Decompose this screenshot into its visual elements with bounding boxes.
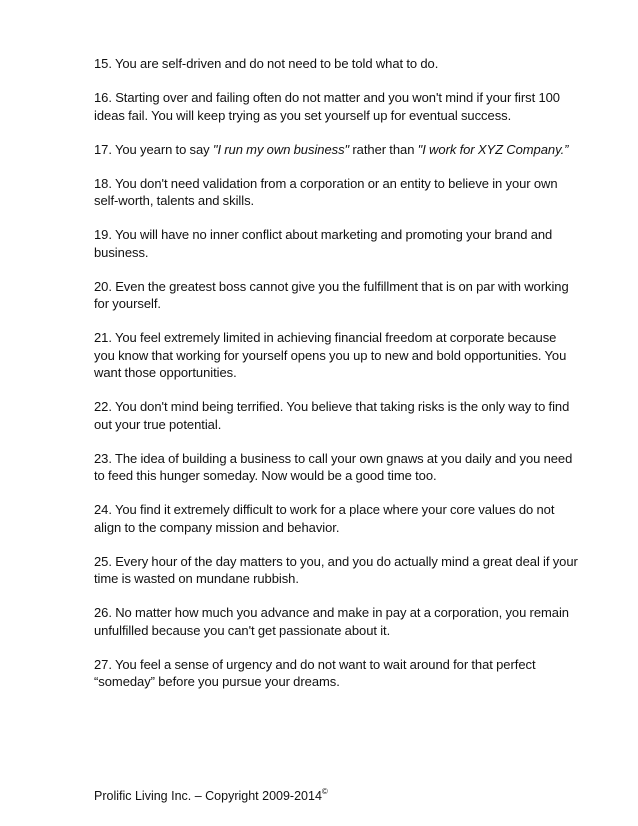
list-item — [94, 329, 580, 382]
item-text: You feel a sense of urgency and do not want to wait around for that perfect “someday” before you pursue your dreams. — [94, 656, 536, 689]
item-number: 26. — [94, 605, 112, 620]
list-item — [94, 501, 580, 536]
list-item — [94, 604, 580, 639]
item-number: 25. — [94, 553, 112, 569]
item-text: Even the greatest boss cannot give you the fulfillment that is on par with working for yourself. — [94, 278, 569, 311]
item-number: 18. — [94, 175, 112, 191]
item-text: No matter how much you advance and make in pay at a corporation, you remain unfulfilled because you can't get passionate about it. — [94, 605, 569, 638]
item-number: 27. — [94, 656, 112, 672]
item-text: You find it extremely difficult to work for a place where your core values do not align to the company mission and behavior. — [94, 502, 555, 535]
item-number: 20. — [94, 278, 112, 294]
item-number: 21. — [94, 330, 112, 345]
item-number: 17. — [94, 141, 112, 157]
list-item — [94, 553, 580, 588]
item-number: 22. — [94, 399, 112, 414]
item-number: 19. — [94, 227, 112, 242]
item-text: You yearn to say — [114, 141, 213, 157]
item-text: The idea of building a business to call your own gnaws at you daily and you need to feed this hunger someday. Now would be a good time too. — [94, 450, 573, 483]
item-number: 16. — [94, 90, 112, 105]
item-text-italic: "I work for XYZ Company.” — [417, 141, 569, 157]
list-item — [94, 450, 580, 485]
page-footer — [94, 785, 328, 804]
list-item — [94, 656, 580, 691]
copyright-mark: © — [321, 787, 328, 796]
item-text: rather than — [349, 141, 418, 157]
list-item — [94, 89, 580, 124]
item-number: 15. — [94, 56, 112, 71]
list-item — [94, 175, 580, 210]
numbered-list — [94, 55, 580, 707]
item-number: 23. — [94, 450, 112, 466]
item-text-italic: "I run my own business" — [212, 141, 350, 157]
item-text: You are self-driven and do not need to be told what to do. — [114, 56, 439, 71]
list-item — [94, 55, 580, 73]
item-text: Every hour of the day matters to you, and you do actually mind a great deal if your time is wasted on mundane rubbish. — [94, 553, 578, 586]
list-item — [94, 226, 580, 261]
item-text: You don't need validation from a corporation or an entity to believe in your own self-worth, talents and skills. — [94, 175, 558, 208]
list-item — [94, 398, 580, 433]
list-item — [94, 278, 580, 313]
item-text: You will have no inner conflict about marketing and promoting your brand and business. — [94, 227, 553, 260]
copyright-text: Prolific Living Inc. – Copyright 2009-2014 — [94, 789, 322, 804]
list-item — [94, 141, 580, 159]
item-text: You don't mind being terrified. You believe that taking risks is the only way to find out your true potential. — [94, 399, 570, 432]
item-number: 24. — [94, 502, 112, 517]
item-text: You feel extremely limited in achieving financial freedom at corporate because you know that working for yourself opens you up to new and bold opportunities. You want those opportunities. — [94, 330, 567, 380]
item-text: Starting over and failing often do not matter and you won't mind if your first 100 ideas fail. You will keep trying as you set yourself up for eventual success. — [94, 90, 560, 123]
